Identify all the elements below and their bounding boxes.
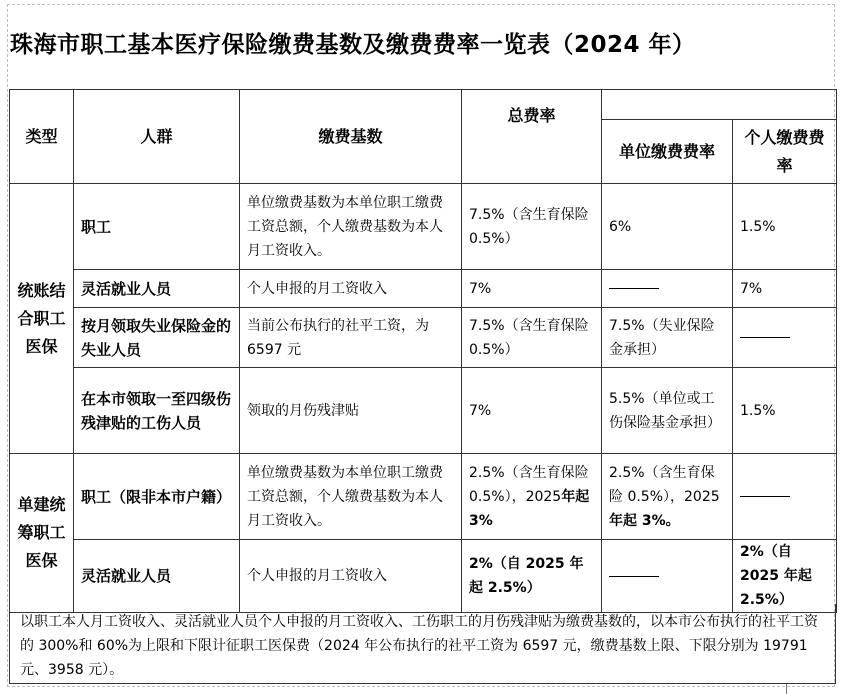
header-type: 类型 [10, 90, 74, 184]
table-row [10, 270, 837, 308]
header-blank [602, 90, 837, 120]
table-row [10, 540, 837, 613]
base-cell: 个人申报的月工资收入 [240, 270, 462, 308]
header-base: 缴费基数 [240, 90, 462, 184]
type-cell-1: 统账结合职工医保 [10, 184, 74, 454]
unit-rate-cell [602, 540, 733, 613]
unit-rate-cell [602, 270, 733, 308]
total-rate-cell: 7% [462, 270, 602, 308]
group-cell: 按月领取失业保险金的失业人员 [74, 308, 240, 368]
total-rate-cell: 7.5%（含生育保险 0.5%） [462, 184, 602, 270]
group-cell: 职工（限非本市户籍） [74, 454, 240, 540]
table-row [10, 454, 837, 540]
table-row [10, 184, 837, 270]
base-cell: 单位缴费基数为本单位职工缴费工资总额，个人缴费基数为本人月工资收入。 [240, 184, 462, 270]
group-cell: 职工 [74, 184, 240, 270]
unit-rate-cell: 2.5%（含生育保险 0.5%），2025年起 3%。 [602, 454, 733, 540]
total-rate-cell: 7% [462, 368, 602, 454]
base-cell: 单位缴费基数为本单位职工缴费工资总额，个人缴费基数为本人月工资收入。 [240, 454, 462, 540]
group-cell: 灵活就业人员 [74, 540, 240, 613]
header-unit-rate: 单位缴费费率 [602, 120, 733, 184]
table-row [10, 368, 837, 454]
dash-mark [740, 337, 790, 338]
dash-mark [740, 496, 790, 497]
total-rate-cell: 2.5%（含生育保险 0.5%），2025年起 3% [462, 454, 602, 540]
personal-rate-cell: 1.5% [733, 184, 837, 270]
header-personal-rate: 个人缴费费率 [733, 120, 837, 184]
group-cell: 在本市领取一至四级伤残津贴的工伤人员 [74, 368, 240, 454]
base-cell: 领取的月伤残津贴 [240, 368, 462, 454]
group-cell: 灵活就业人员 [74, 270, 240, 308]
total-rate-cell: 2%（自 2025 年起 2.5%） [462, 540, 602, 613]
header-total-rate: 总费率 [462, 90, 602, 184]
page-title: 珠海市职工基本医疗保险缴费基数及缴费费率一览表（2024 年） [10, 32, 696, 58]
divider [786, 684, 787, 694]
header-row-1 [10, 90, 837, 120]
base-cell: 个人申报的月工资收入 [240, 540, 462, 613]
dash-mark [609, 288, 659, 289]
personal-rate-cell [733, 454, 837, 540]
table-row [10, 308, 837, 368]
personal-rate-cell [733, 308, 837, 368]
header-group: 人群 [74, 90, 240, 184]
personal-rate-cell: 7% [733, 270, 837, 308]
type-cell-2: 单建统筹职工医保 [10, 454, 74, 613]
rate-table [9, 89, 837, 613]
footnote: 以职工本人月工资收入、灵活就业人员个人申报的月工资收入、工伤职工的月伤残津贴为缴费基数的，以本市公布执行的社平工资的 300%和 60%为上限和下限计征职工医保费（2024 年公布执行的社平工资为 6597 元，缴费基数上限、下限分别为 19791 元、3958 元）。 [9, 604, 836, 684]
unit-rate-cell: 5.5%（单位或工伤保险基金承担） [602, 368, 733, 454]
dash-mark [609, 576, 659, 577]
unit-rate-cell: 7.5%（失业保险金承担） [602, 308, 733, 368]
unit-rate-cell: 6% [602, 184, 733, 270]
personal-rate-cell: 1.5% [733, 368, 837, 454]
total-rate-cell: 7.5%（含生育保险 0.5%） [462, 308, 602, 368]
personal-rate-cell: 2%（自 2025 年起 2.5%） [733, 540, 837, 613]
base-cell: 当前公布执行的社平工资，为 6597 元 [240, 308, 462, 368]
